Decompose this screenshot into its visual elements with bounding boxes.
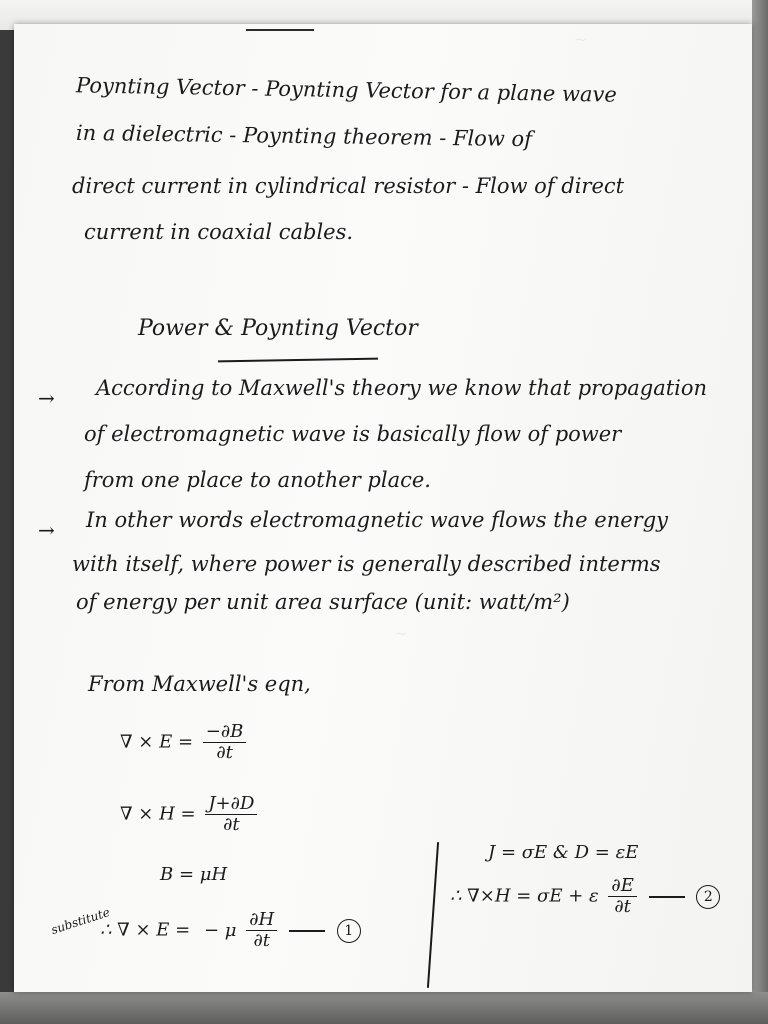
eq2-tag-circle: 2 (696, 885, 720, 909)
from-maxwell-line: From Maxwell's eqn, (88, 672, 311, 696)
bleed-through-mark: ~ (574, 30, 588, 49)
notebook-page (14, 24, 752, 992)
substitute-note: substitute (49, 904, 112, 938)
eq1-numerator: ∂H (246, 910, 277, 931)
curl-h-denominator: ∂t (223, 814, 240, 835)
bullet-arrow-2: → (38, 518, 55, 542)
bullet-1-line-1: According to Maxwell's theory we know that propagation (96, 376, 708, 400)
column-divider (427, 842, 439, 988)
eq1-fraction (246, 910, 277, 951)
heading-underline (218, 358, 378, 363)
curl-h-numerator: J+∂D (205, 794, 257, 815)
curl-e-equation (120, 722, 246, 763)
intro-line-3: direct current in cylindrical resistor - Flow of direct (72, 174, 625, 198)
eq1-coefficient: − μ (203, 919, 237, 941)
intro-line-1: Poynting Vector - Poynting Vector for a plane wave (75, 73, 618, 107)
intro-line-4: current in coaxial cables. (84, 220, 354, 244)
j-d-relations: J = σE & D = εE (488, 842, 639, 863)
eq2-fraction (608, 876, 636, 917)
bullet-2-line-3: of energy per unit area surface (unit: watt/m²) (76, 590, 570, 614)
top-rule (246, 29, 314, 31)
eq1-denominator: ∂t (253, 930, 270, 951)
equation-2 (450, 876, 720, 917)
b-mu-h-relation: B = μH (160, 864, 228, 885)
eq2-dash (649, 896, 685, 898)
curl-e-lhs: ∇ × E = (120, 731, 194, 753)
eq1-lhs: ∴ ∇ × E = (100, 919, 191, 941)
equation-1 (100, 910, 361, 951)
curl-h-fraction (205, 794, 257, 835)
curl-e-fraction (203, 722, 247, 763)
page-edge-shadow (752, 0, 768, 1024)
eq2-numerator: ∂E (608, 876, 636, 897)
curl-e-numerator: −∂B (203, 722, 247, 743)
curl-e-denominator: ∂t (216, 742, 233, 763)
bullet-1-line-2: of electromagnetic wave is basically flow of power (84, 422, 622, 446)
bottom-shadow (0, 992, 768, 1024)
intro-line-2: in a dielectric - Poynting theorem - Flow of (75, 120, 533, 152)
bleed-through-mark: ~ (394, 624, 408, 643)
curl-h-equation (120, 794, 257, 835)
bullet-arrow-1: → (38, 386, 55, 410)
curl-h-lhs: ∇ × H = (120, 803, 196, 825)
bullet-1-line-3: from one place to another place. (84, 468, 431, 492)
eq2-denominator: ∂t (614, 896, 631, 917)
section-heading: Power & Poynting Vector (138, 316, 418, 341)
bullet-2-line-1: In other words electromagnetic wave flows the energy (86, 508, 669, 532)
bullet-2-line-2: with itself, where power is generally described interms (72, 552, 661, 576)
eq1-dash (289, 930, 325, 932)
eq2-lhs: ∴ ∇×H = σE + ε (450, 885, 599, 907)
eq1-tag-circle: 1 (337, 919, 361, 943)
